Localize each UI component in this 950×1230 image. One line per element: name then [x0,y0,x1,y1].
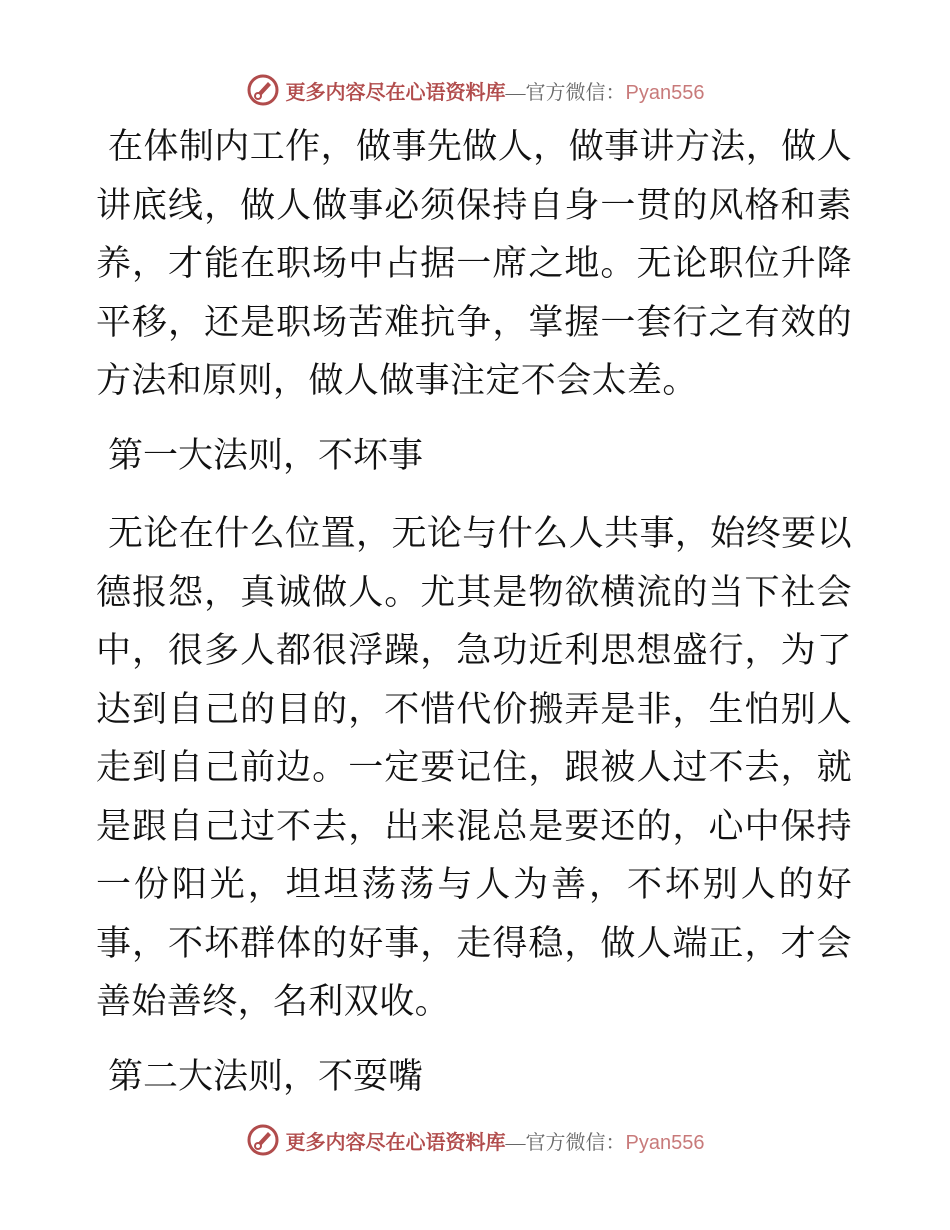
header-watermark [0,70,950,110]
document-body [96,118,852,1126]
paragraph-intro: 在体制内工作，做事先做人，做事讲方法，做人讲底线，做人做事必须保持自身一贯的风格和素养，才能在职场中占据一席之地。无论职位升降平移，还是职场苦难抗争，掌握一套行之有效的方法和原则，做人做事注定不会太差。 [96,127,852,401]
header-watermark-text [286,76,705,105]
heading-rule-2: 第二大法则，不耍嘴 [108,1056,424,1097]
watermark-id: Pyan556 [625,81,705,104]
watermark-lead: 更多内容尽在心语资料库 [285,81,506,104]
heading-rule-1: 第一大法则，不坏事 [108,435,424,476]
logo-icon [246,73,280,107]
footer-watermark [0,1120,950,1160]
paragraph-rule-1: 无论在什么位置，无论与什么人共事，始终要以德报怨，真诚做人。尤其是物欲横流的当下社会中，很多人都很浮躁，急功近利思想盛行，为了达到自己的目的，不惜代价搬弄是非，生怕别人走到自己前边。一定要记住，跟被人过不去，就是跟自己过不去，出来混总是要还的，心中保持一份阳光，坦坦荡荡与人为善，不坏别人的好事，不坏群体的好事，走得稳，做人端正，才会善始善终，名利双收。 [96,514,852,1022]
watermark-dash: — [505,1131,526,1154]
footer-watermark-text [286,1126,705,1155]
watermark-lead: 更多内容尽在心语资料库 [285,1131,506,1154]
logo-icon [246,1123,280,1157]
watermark-id: Pyan556 [625,1131,705,1154]
watermark-middle: 官方微信： [525,1131,626,1154]
watermark-dash: — [505,81,526,104]
watermark-middle: 官方微信： [525,81,626,104]
